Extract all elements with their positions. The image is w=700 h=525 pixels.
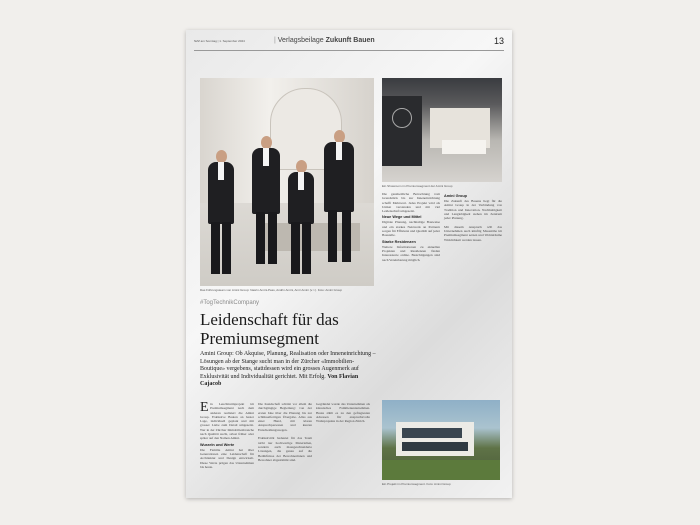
column-4-text: Die ganzheitliche Betrachtung vom Grundstück bis zur Inneneinrichtung schafft Mehrwert. Jedes Projekt wird als Unikat verstanden und mit viel Leidenschaft umgesetzt.: [382, 192, 440, 214]
newspaper-page: [186, 30, 512, 498]
section-name: Zukunft Bauen: [325, 37, 375, 44]
article-headline: Leidenschaft für das Premiumsegment: [200, 310, 339, 348]
section-title: | Verlagsbeilage Zukunft Bauen: [274, 37, 375, 44]
article-column-2: [258, 402, 312, 462]
showroom-photo: [382, 78, 502, 182]
photo-sink: [442, 140, 486, 154]
person-3: [288, 172, 314, 224]
subheading-neue-wege: Neue Wege und Mittel: [382, 215, 422, 220]
main-photo-caption: Das Führungsteam von Amini Group: Nasrin Amini-Pass, Andrin Amini, Amir Amini (v. l.). Foto: Amini Group: [200, 288, 342, 292]
article-column-5: [444, 192, 502, 242]
photo-lawn: [382, 460, 500, 480]
column-1-text-2: Die Familie Amini hat über Generationen eine Leidenschaft für Architektur und Design entwickelt. Diese Werte prägen das Unternehmen bis heute.: [200, 447, 254, 469]
subheading-wurzeln: Wurzeln und Werte: [200, 442, 235, 447]
column-4-text-3: Weitere Informationen zu aktuellen Projekten und Residenzen finden Interessierte online. Besichtigungen sind nach Vereinbarung möglich.: [382, 244, 440, 262]
residence-caption: Ein Projekt im Premiumsegment. Foto: Amini Group: [382, 482, 451, 486]
lead-text: Amini Group: Ob Akquise, Planung, Realisation oder Inneneinrichtung – Lösungen ab der Stange sucht man in der Zürcher «Immobilien-Boutique» vergebens, stattdessen wird ein grosses Augenmerk auf Exklusivität und Individualität gerichtet. Mit Erfolg.: [200, 351, 376, 380]
photo-mirror: [392, 108, 412, 128]
author-name: Flavian Cajacob: [200, 373, 359, 387]
article-column-1: [200, 402, 254, 469]
column-2-text: Die Kundschaft schätzt vor allem die durchgängige Begleitung: von der ersten Idee über die Planung bis zur schlüsselfertigen Übergabe. Alles aus einer Hand, mit klaren Ansprechpersonen und kurzen Entscheidungswegen.: [258, 402, 312, 432]
column-3-text: Gegründet wurde das Unternehmen als klassisches Familienunternehmen. Heute zählt es zu den gefragtesten Adressen für anspruchsvolle Wohnprojekte in der Region Zürich.: [316, 402, 370, 424]
column-4-text-2: Digitale Planung, nachhaltige Bauweise und ein starkes Netzwerk an Partnern sorgen für Effizienz und Qualität auf jeder Baustelle.: [382, 220, 440, 238]
article-tag: #TogTechnikCompany: [200, 300, 260, 306]
page-number: 13: [493, 36, 504, 46]
photo-panel: [382, 96, 422, 166]
person-4: [324, 142, 354, 212]
subheading-amini-group: Amini Group: [444, 194, 467, 198]
subheading-residenzen: Starke Residenzen: [382, 239, 416, 244]
photo-glass-front: [402, 428, 462, 438]
column-5-text-2: Mit diesem Anspruch will das Unternehmen auch künftig Massstäbe im Premiumsegment setzen und Wohnträume Wirklichkeit werden lassen.: [444, 224, 502, 242]
author-prefix: Von: [327, 373, 338, 380]
page-header: [194, 36, 504, 51]
column-5-text: Die Zukunft des Bauens liegt für die Amini Group in der Verbindung von Tradition und Innovation. Nachhaltigkeit und Langlebigkeit stehen im Zentrum jeder Planung.: [444, 199, 502, 221]
photo-glass-lower: [402, 442, 468, 451]
residence-photo: [382, 400, 500, 480]
person-2: [252, 148, 280, 214]
person-1: [208, 162, 234, 224]
drop-cap: E: [200, 400, 209, 415]
section-label: Verlagsbeilage: [277, 37, 324, 44]
article-column-3: [316, 402, 370, 423]
publication-dateline: NZZ am Sonntag | 1. September 2024: [194, 39, 245, 43]
article-lead: [200, 351, 378, 389]
article-column-4: [382, 192, 440, 262]
team-photo: [200, 78, 374, 286]
showroom-caption: Ein Showroom im Premiumsegment der Amini Group: [382, 184, 453, 188]
column-1-text: in Leuchtturmprojekt im Premiumsegment nach dem anderen realisiert die Amini Group. Exklusive Bauten an bester Lage, individuell geplant und mit grosser Liebe zum Detail umgesetzt. Wer in der Zürcher Immobilienbranche nach Qualität sucht, stösst früher oder später auf den Namen Amini.: [200, 402, 254, 441]
column-2-text-2: Exklusivität bedeutet für das Team nicht nur hochwertige Materialien, sondern auch massgeschneiderte Lösungen, die genau auf die Bedürfnisse der Bewohnerinnen und Bewohner abgestimmt sind.: [258, 436, 312, 462]
